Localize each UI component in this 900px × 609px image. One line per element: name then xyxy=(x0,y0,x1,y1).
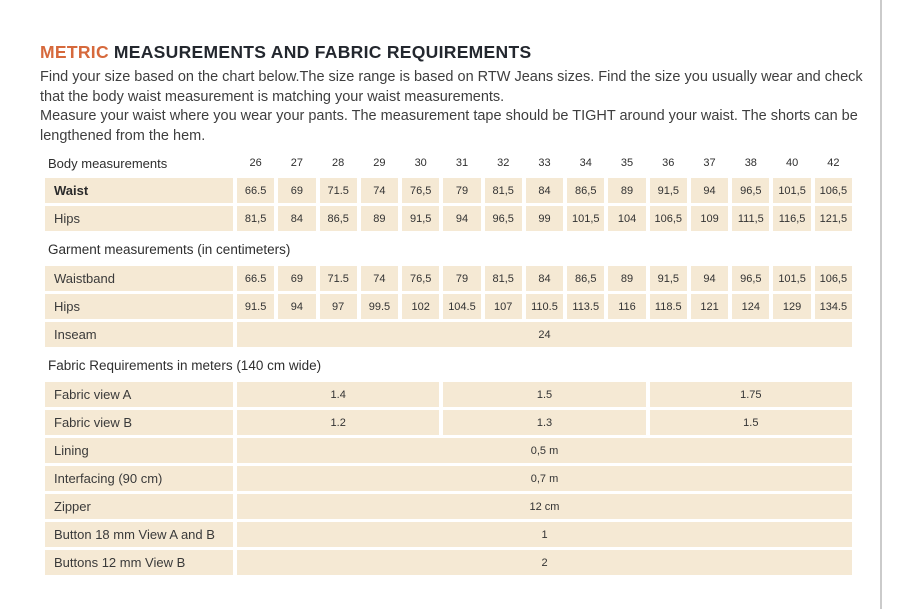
size-column-header: 30 xyxy=(414,157,427,169)
value-cell: 102 xyxy=(402,294,439,319)
value-cell: 129 xyxy=(773,294,810,319)
size-column-header: 32 xyxy=(497,157,510,169)
value-cell: 113.5 xyxy=(567,294,604,319)
table-row xyxy=(45,322,852,347)
value-cell: 91.5 xyxy=(237,294,274,319)
span-value-cell: 12 cm xyxy=(237,494,852,519)
value-cell: 86,5 xyxy=(320,206,357,231)
value-cell: 106,5 xyxy=(650,206,687,231)
value-cell: 94 xyxy=(443,206,480,231)
row-label: Buttons 12 mm View B xyxy=(45,550,233,575)
value-cell: 74 xyxy=(361,266,398,291)
value-cell: 71.5 xyxy=(320,266,357,291)
page-title-rest: MEASUREMENTS AND FABRIC REQUIREMENTS xyxy=(113,42,532,62)
size-column-header: 38 xyxy=(744,157,757,169)
value-cell: 81,5 xyxy=(237,206,274,231)
value-cell: 76,5 xyxy=(402,178,439,203)
value-cell: 84 xyxy=(526,266,563,291)
value-cell: 96,5 xyxy=(732,266,769,291)
size-column-header: 29 xyxy=(373,157,386,169)
size-column-header: 26 xyxy=(249,157,262,169)
row-label: Zipper xyxy=(45,494,233,519)
size-column-header: 34 xyxy=(579,157,592,169)
intro-text xyxy=(40,68,868,146)
value-cell: 110.5 xyxy=(526,294,563,319)
value-cell: 79 xyxy=(443,266,480,291)
value-cell: 96,5 xyxy=(485,206,522,231)
table-row xyxy=(45,294,852,319)
span-value-cell: 24 xyxy=(237,322,852,347)
value-cell: 116 xyxy=(608,294,645,319)
column-group-label: Body measurements xyxy=(48,155,168,171)
value-cell: 91,5 xyxy=(402,206,439,231)
size-column-header: 27 xyxy=(290,157,304,169)
table-row xyxy=(45,410,852,435)
value-cell: 99.5 xyxy=(361,294,398,319)
group-value-cell: 1.4 xyxy=(237,382,439,407)
row-label: Fabric view B xyxy=(45,410,233,435)
size-column-header: 28 xyxy=(332,157,345,169)
row-label: Hips xyxy=(45,206,233,231)
span-value-cell: 2 xyxy=(237,550,852,575)
section-heading: Fabric Requirements in meters (140 cm wide) xyxy=(48,357,322,373)
value-cell: 76,5 xyxy=(402,266,439,291)
group-value-cell: 1.5 xyxy=(650,410,852,435)
value-cell: 116,5 xyxy=(773,206,810,231)
group-value-cell: 1.3 xyxy=(443,410,645,435)
value-cell: 66.5 xyxy=(237,178,274,203)
value-cell: 86,5 xyxy=(567,266,604,291)
value-cell: 121 xyxy=(691,294,728,319)
table-row xyxy=(45,466,852,491)
row-label: Button 18 mm View A and B xyxy=(45,522,233,547)
value-cell: 97 xyxy=(320,294,357,319)
page-edge-line xyxy=(880,0,882,609)
measurement-table xyxy=(45,154,852,575)
value-cell: 86,5 xyxy=(567,178,604,203)
value-cell: 111,5 xyxy=(732,206,769,231)
table-header-row xyxy=(45,154,852,172)
size-column-header: 40 xyxy=(785,157,799,169)
value-cell: 101,5 xyxy=(773,178,810,203)
table-row xyxy=(45,266,852,291)
intro-paragraph-2: Measure your waist where you wear your pants. The measurement tape should be TIGHT around your waist. The shorts can be lengthened from the hem. xyxy=(40,108,858,144)
value-cell: 91,5 xyxy=(650,178,687,203)
value-cell: 104.5 xyxy=(443,294,480,319)
span-value-cell: 0,5 m xyxy=(237,438,852,463)
value-cell: 81,5 xyxy=(485,178,522,203)
value-cell: 106,5 xyxy=(815,266,852,291)
value-cell: 84 xyxy=(526,178,563,203)
value-cell: 94 xyxy=(691,266,728,291)
row-label: Inseam xyxy=(45,322,233,347)
table-row xyxy=(45,438,852,463)
size-column-header: 31 xyxy=(455,157,469,169)
value-cell: 94 xyxy=(278,294,315,319)
row-label: Interfacing (90 cm) xyxy=(45,466,233,491)
value-cell: 121,5 xyxy=(815,206,852,231)
value-cell: 106,5 xyxy=(815,178,852,203)
group-value-cell: 1.5 xyxy=(443,382,645,407)
value-cell: 91,5 xyxy=(650,266,687,291)
value-cell: 84 xyxy=(278,206,315,231)
size-column-header: 33 xyxy=(538,157,551,169)
value-cell: 96,5 xyxy=(732,178,769,203)
table-row xyxy=(45,206,852,231)
value-cell: 99 xyxy=(526,206,563,231)
table-row xyxy=(45,382,852,407)
row-label: Waist xyxy=(45,178,233,203)
span-value-cell: 1 xyxy=(237,522,852,547)
value-cell: 69 xyxy=(278,178,315,203)
value-cell: 81,5 xyxy=(485,266,522,291)
value-cell: 89 xyxy=(361,206,398,231)
value-cell: 101,5 xyxy=(773,266,810,291)
value-cell: 89 xyxy=(608,266,645,291)
section-heading: Garment measurements (in centimeters) xyxy=(48,241,291,257)
span-value-cell: 0,7 m xyxy=(237,466,852,491)
value-cell: 107 xyxy=(485,294,522,319)
size-column-header: 36 xyxy=(662,157,675,169)
table-row xyxy=(45,494,852,519)
size-column-header: 37 xyxy=(703,157,716,169)
value-cell: 74 xyxy=(361,178,398,203)
value-cell: 118.5 xyxy=(650,294,687,319)
page-title xyxy=(40,42,868,63)
group-value-cell: 1.75 xyxy=(650,382,852,407)
value-cell: 69 xyxy=(278,266,315,291)
table-row xyxy=(45,178,852,203)
size-column-header: 42 xyxy=(827,157,840,169)
row-label: Hips xyxy=(45,294,233,319)
table-row xyxy=(45,522,852,547)
row-label: Lining xyxy=(45,438,233,463)
page-title-accent: METRIC xyxy=(40,42,109,62)
size-column-header: 35 xyxy=(620,157,634,169)
value-cell: 94 xyxy=(691,178,728,203)
table-row xyxy=(45,550,852,575)
group-value-cell: 1.2 xyxy=(237,410,439,435)
intro-paragraph-1: Find your size based on the chart below.The size range is based on RTW Jeans sizes. Find the size you usually wear and check that the body waist measurement is matching your waist measurements. xyxy=(40,69,863,105)
row-label: Fabric view A xyxy=(45,382,233,407)
value-cell: 109 xyxy=(691,206,728,231)
value-cell: 71.5 xyxy=(320,178,357,203)
value-cell: 101,5 xyxy=(567,206,604,231)
value-cell: 89 xyxy=(608,178,645,203)
value-cell: 66.5 xyxy=(237,266,274,291)
value-cell: 79 xyxy=(443,178,480,203)
value-cell: 104 xyxy=(608,206,645,231)
row-label: Waistband xyxy=(45,266,233,291)
value-cell: 134.5 xyxy=(815,294,852,319)
page-content xyxy=(40,42,868,578)
value-cell: 124 xyxy=(732,294,769,319)
